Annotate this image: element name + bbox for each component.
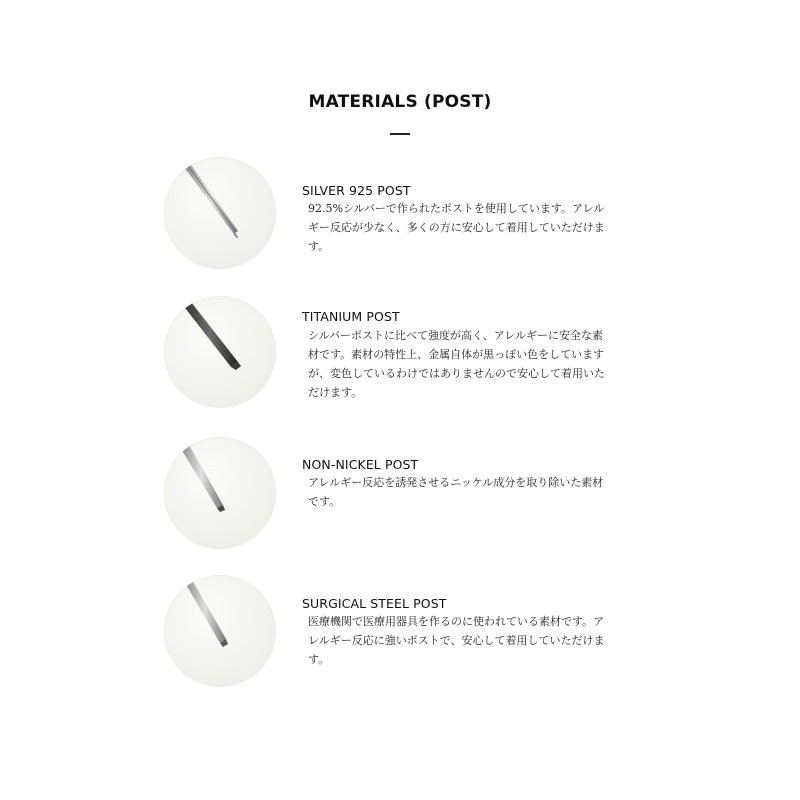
titanium-post-image	[164, 296, 276, 408]
page-title: MATERIALS (POST)	[308, 92, 492, 112]
non-nickel-post-image	[164, 437, 276, 549]
material-item-silver	[0, 157, 800, 277]
surgical-steel-post-image	[164, 575, 276, 687]
item-description: 92.5%シルバーで作られたポストを使用しています。アレルギー反応が少なく、多くの方に安心して着用していただけます。	[308, 202, 605, 253]
material-item-non-nickel	[0, 437, 800, 557]
item-description: アレルギー反応を誘発させるニッケル成分を取り除いた素材です。	[308, 476, 604, 508]
item-title: SURGICAL STEEL POST	[302, 596, 447, 611]
item-title: NON-NICKEL POST	[302, 457, 419, 472]
item-description: シルバーポストに比べて強度が高く、アレルギーに安全な素材です。素材の特性上、金属自体が黒っぽい色をしていますが、変色しているわけではありませんので安心して着用いただけます。	[308, 329, 605, 399]
item-description: 医療機関で医療用器具を作るのに使われている素材です。アレルギー反応に強いポストで、安心して着用していただけます。	[308, 615, 605, 666]
item-title: TITANIUM POST	[302, 309, 400, 324]
material-item-titanium	[0, 296, 800, 416]
title-divider	[390, 133, 410, 135]
item-title: SILVER 925 POST	[302, 183, 411, 198]
material-item-surgical-steel	[0, 575, 800, 695]
silver-post-image	[164, 157, 276, 269]
